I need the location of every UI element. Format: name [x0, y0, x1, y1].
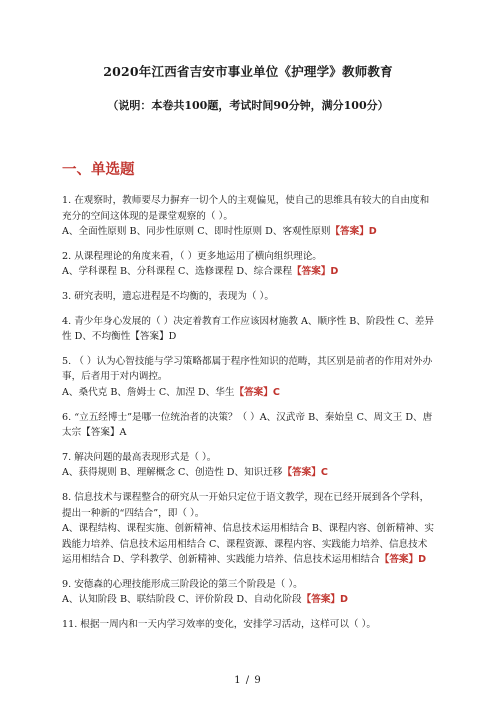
question-options-line: [62, 385, 436, 401]
page-number: 1 / 9: [234, 675, 262, 686]
question-item: [62, 249, 436, 280]
question-stem: 5. （ ）认为心智技能与学习策略都属于程序性知识的范畴，其区别是前者的作用对外办事，后者用于对内调控。: [62, 355, 433, 383]
question-stem: 7. 解决问题的最高表现形式是（ ）。: [62, 451, 217, 463]
question-options: A、全面性原则 B、同步性原则 C、即时性原则 D、客观性原则: [62, 226, 331, 238]
question-stem: 1. 在观察时，教师要尽力摒弃一切个人的主观偏见，使自己的思维具有较大的自由度和充分的空间这体现的是课堂观察的（ ）。: [62, 195, 430, 222]
question-options: A、课程结构、课程实施、创新精神、信息技术运用相结合 B、课程内容、创新精神、实践能力培养、信息技术运用相结合 C、课程资源、课程内容、实践能力培养、信息技术运用相结合 D、学科教学、创新精神、实践能力培养、信息技术运用相结合: [62, 523, 434, 566]
exam-instructions: （说明：本卷共100题，考试时间90分钟，满分100分）: [107, 99, 389, 112]
section-heading: 一、单选题: [62, 162, 135, 178]
question-item: [62, 314, 436, 345]
question-item: [62, 193, 436, 240]
question-item: [62, 617, 436, 633]
question-options-line: [62, 465, 436, 481]
question-list: [62, 193, 436, 642]
question-item: [62, 410, 436, 441]
question-options-line: [62, 521, 436, 568]
question-item: [62, 490, 436, 568]
question-options: A、获得规则 B、理解概念 C、创造性 D、知识迁移: [62, 467, 283, 479]
question-answer: 【答案】C: [282, 467, 328, 479]
question-options-line: [62, 224, 436, 240]
question-answer: 【答案】D: [379, 554, 427, 566]
question-answer: 【答案】D: [301, 594, 348, 606]
question-stem: 3. 研究表明，遗忘进程是不均衡的，表现为（ ）。: [62, 290, 274, 302]
question-options-line: [62, 264, 436, 280]
question-item: [62, 289, 436, 305]
question-answer: 【答案】D: [292, 266, 339, 278]
question-answer: 【答案】C: [234, 386, 280, 398]
question-stem: 8. 信息技术与课程整合的研究从一开始只定位于语文教学，现在已经开展到各个学科，提出一种新的“四结合”，即（ ）。: [62, 491, 430, 519]
question-stem: 6. “立五经博士”是哪一位统治者的决策？（ ）A、汉武帝 B、秦始皇 C、周文王 D、唐太宗【答案】A: [62, 411, 433, 439]
question-item: [62, 354, 436, 401]
question-stem: 9. 安德森的心理技能形成三阶段论的第三个阶段是（ ）。: [62, 578, 303, 590]
question-answer: 【答案】D: [330, 226, 377, 238]
question-options: A、认知阶段 B、联结阶段 C、评价阶段 D、自动化阶段: [62, 594, 302, 606]
question-options: A、学科课程 B、分科课程 C、选修课程 D、综合课程: [62, 266, 293, 278]
question-stem: 11. 根据一周内和一天内学习效率的变化，安排学习活动，这样可以（ ）。: [62, 619, 376, 631]
document-title: 2020年江西省吉安市事业单位《护理学》教师教育: [103, 64, 393, 79]
question-stem: 2. 从课程理论的角度来看，（ ）更多地运用了横向组织理论。: [62, 250, 322, 262]
question-item: [62, 577, 436, 608]
question-options-line: [62, 592, 436, 608]
question-options: A、桑代克 B、詹姆士 C、加涅 D、华生: [62, 386, 235, 398]
question-stem: 4. 青少年身心发展的（ ）决定着教育工作应该因材施教 A、顺序性 B、阶段性 C、差异性 D、不均衡性【答案】D: [62, 315, 434, 343]
question-item: [62, 450, 436, 481]
